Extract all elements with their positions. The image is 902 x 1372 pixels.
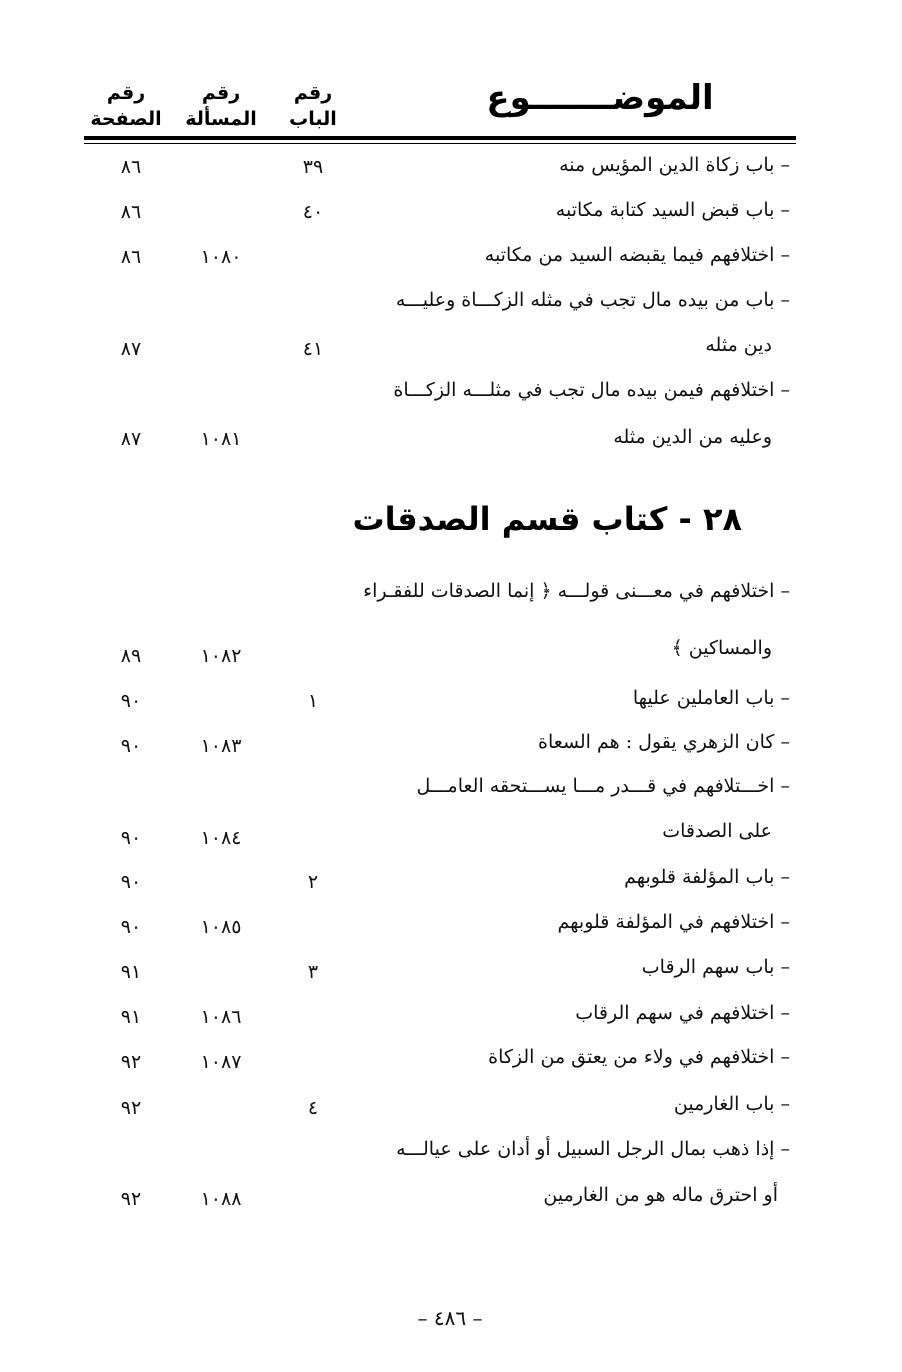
- header-issue-number: [178, 80, 264, 132]
- entry-issue: ١٠٨٥: [200, 916, 242, 938]
- entry-page: ٩٠: [120, 827, 142, 849]
- entry-topic: – اختلافهم في المؤلفة قلوبهم: [557, 911, 790, 933]
- entry-page: ٩٠: [120, 735, 142, 757]
- entry-page: ٩٠: [120, 690, 142, 712]
- entry-topic: – اختلافهم في معـــنى قولـــه ﴿ إنما الصدقات للفقـراء: [363, 580, 790, 602]
- header-rule-thin: [84, 143, 796, 144]
- entry-topic: والمساكين ﴾: [671, 637, 772, 659]
- entry-chapter: ٣٩: [302, 156, 324, 178]
- entry-topic: – باب قبض السيد كتابة مكاتبه: [555, 199, 790, 221]
- entry-page: ٨٦: [120, 246, 142, 268]
- entry-chapter: ٤: [307, 1097, 319, 1119]
- entry-page: ٨٩: [120, 645, 142, 667]
- entry-topic: – اختلافهم في سهم الرقاب: [575, 1002, 790, 1024]
- entry-topic: – باب من بيده مال تجب في مثله الزكـــاة وعليـــه: [395, 289, 790, 311]
- entry-page: ٩٢: [120, 1097, 142, 1119]
- entry-page: ٨٧: [120, 428, 142, 450]
- entry-topic: وعليه من الدين مثله: [613, 426, 772, 448]
- header-page-line-1: رقم: [106, 82, 146, 104]
- entry-issue: ١٠٨٠: [200, 246, 242, 268]
- entry-page: ٨٧: [120, 338, 142, 360]
- entry-topic: – باب العاملين عليها: [632, 687, 790, 709]
- header-topic: الموضـــــــوع: [486, 78, 714, 118]
- entry-page: ٩٢: [120, 1188, 142, 1210]
- entry-chapter: ٤١: [302, 338, 324, 360]
- header-chapter-number: [278, 80, 348, 132]
- header-rule-thick: [84, 136, 796, 140]
- entry-topic: – باب سهم الرقاب: [641, 956, 790, 978]
- entry-topic: – باب زكاة الدين المؤيس منه: [559, 154, 790, 176]
- entry-issue: ١٠٨٧: [200, 1051, 242, 1073]
- entry-issue: ١٠٨٤: [200, 827, 242, 849]
- entry-issue: ١٠٨٦: [200, 1006, 242, 1028]
- entry-topic: على الصدقات: [662, 820, 772, 842]
- entry-chapter: ١: [307, 690, 319, 712]
- entry-page: ٩١: [120, 1006, 142, 1028]
- entry-topic: – باب المؤلفة قلوبهم: [624, 866, 790, 888]
- entry-topic: – إذا ذهب بمال الرجل السبيل أو أدان على عيالـــه: [396, 1138, 790, 1160]
- entry-page: ٨٦: [120, 201, 142, 223]
- entry-topic: – كان الزهري يقول : هم السعاة: [538, 731, 790, 753]
- entry-page: ٩١: [120, 961, 142, 983]
- entry-page: ٨٦: [120, 156, 142, 178]
- entry-chapter: ٣: [307, 961, 319, 983]
- entry-issue: ١٠٨٣: [200, 735, 242, 757]
- entry-topic: أو احترق ماله هو من الغارمين: [543, 1184, 778, 1206]
- header-page-line-2: الصفحة: [90, 108, 162, 130]
- page-number: – ٤٨٦ –: [417, 1306, 483, 1330]
- entry-chapter: ٤٠: [302, 201, 324, 223]
- entry-issue: ١٠٨٢: [200, 645, 242, 667]
- header-chapter-line-2: الباب: [289, 108, 337, 130]
- section-title: ٢٨ - كتاب قسم الصدقات: [352, 500, 742, 538]
- entry-topic: – باب الغارمين: [673, 1093, 790, 1115]
- entry-page: ٩٠: [120, 871, 142, 893]
- header-page-number: [86, 80, 166, 132]
- entry-issue: ١٠٨٨: [200, 1188, 242, 1210]
- entry-topic: – اختلافهم فيما يقبضه السيد من مكاتبه: [484, 244, 790, 266]
- entry-page: ٩٠: [120, 916, 142, 938]
- entry-page: ٩٢: [120, 1051, 142, 1073]
- entry-chapter: ٢: [307, 871, 319, 893]
- entry-topic: دين مثله: [705, 334, 772, 356]
- header-issue-line-1: رقم: [201, 82, 241, 104]
- entry-topic: – اختلافهم في ولاء من يعتق من الزكاة: [488, 1046, 790, 1068]
- entry-topic: – اختلافهم فيمن بيده مال تجب في مثلـــه الزكـــاة: [393, 379, 790, 401]
- header-chapter-line-1: رقم: [293, 82, 333, 104]
- entry-topic: – اخـــتلافهم في قـــدر مـــا يســـتحقه العامـــل: [416, 775, 790, 797]
- header-issue-line-2: المسألة: [185, 108, 257, 130]
- entry-issue: ١٠٨١: [200, 428, 242, 450]
